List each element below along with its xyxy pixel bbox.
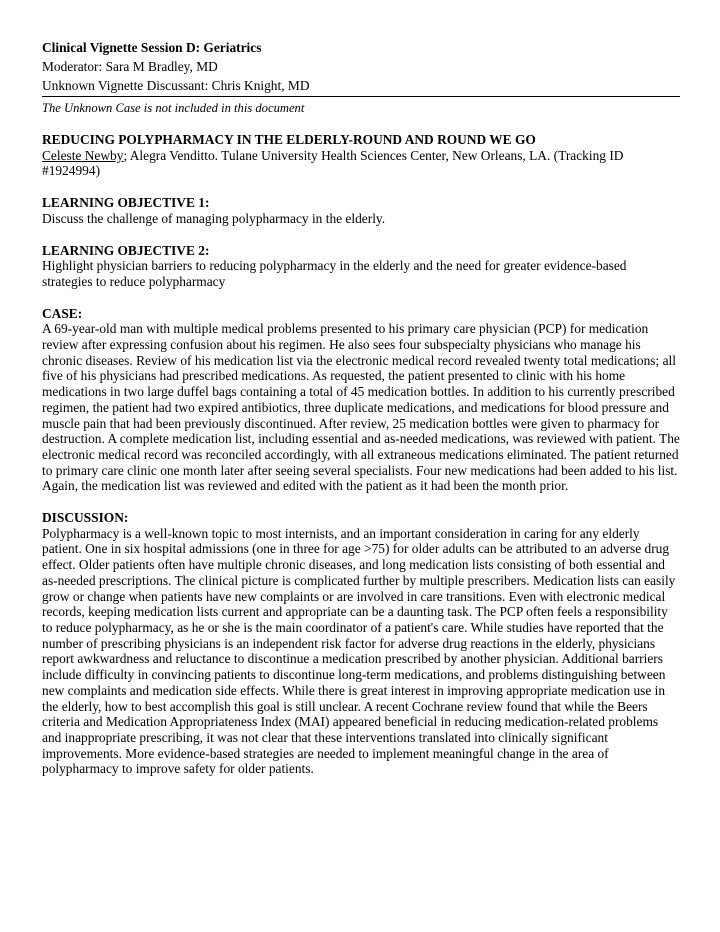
spacer (42, 494, 680, 510)
case-text: A 69-year-old man with multiple medical problems presented to his primary care physician (PCP) for medication review after expressing confusion about his regimen. He also sees four subspecialty physicians who manage his chronic diseases. Review of his medication list via the electronic medical record revealed twenty total medications; all five of his physicians had prescribed medications. As requested, the patient presented to clinic with his home medications in two large duffel bags containing a total of 45 medication bottles. In addition to his currently prescribed regimen, the patient had two expired antibiotics, three duplicate medications, and medications for blood pressure and muscle pain that had been previously discontinued. After review, 25 medication bottles were given to pharmacy for destruction. A complete medication list, including essential and as-needed medications, was reviewed with patient. The electronic medical record was reconciled accordingly, with all extraneous medications eliminated. The patient returned to primary care clinic one month later after seeing several specialists. Four new medications had been added to his list. Again, the medication list was reviewed and edited with the patient as it had been the month prior. (42, 321, 680, 494)
discussant-line: Unknown Vignette Discussant: Chris Knight, MD (42, 78, 310, 93)
authors-affiliation: ; Alegra Venditto. Tulane University Health Sciences Center, New Orleans, LA. (Tracking ID #1924994) (42, 147, 624, 179)
objective-1-section (42, 195, 680, 226)
objective-2-section (42, 243, 680, 290)
spacer (42, 227, 680, 243)
objective-1-text: Discuss the challenge of managing polypharmacy in the elderly. (42, 210, 386, 226)
objective-2-heading: LEARNING OBJECTIVE 2: (42, 242, 210, 258)
moderator-line: Moderator: Sara M Bradley, MD (42, 59, 218, 74)
case-heading: CASE: (42, 305, 83, 321)
document-page (42, 38, 680, 777)
header-divider (42, 96, 680, 97)
discussion-section (42, 510, 680, 777)
discussion-text: Polypharmacy is a well-known topic to most internists, and an important consideration in caring for any elderly patient. One in six hospital admissions (one in three for age >75) for older adults can be attributed to an adverse drug effect. Older patients often have multiple chronic diseases, and long medication lists consisting of both essential and as-needed prescriptions. The clinical picture is complicated further by multiple prescribers. Medication lists can easily grow or change when patients have new complaints or are involved in care transitions. Even with electronic medical records, keeping medication lists current and appropriate can be a daunting task. The PCP often feels a responsibility to reduce polypharmacy, as he or she is the main coordinator of a patient's care. While studies have reported that the number of prescribing physicians is an independent risk factor for adverse drug reactions in the elderly, physicians report awkwardness and reluctance to discontinue a medication prescribed by another physician. Additional barriers include difficulty in convincing patients to discontinue long-term medications, and problems distinguishing between new complaints and medication side effects. While there is great interest in improving appropriate medication use in the elderly, how to best accomplish this goal is still unclear. A recent Cochrane review found that while the Beers criteria and Medication Appropriateness Index (MAI) appeared beneficial in reducing medication-related problems and inappropriate prescribing, it was not clear that these interventions translated into clinically significant improvements. More evidence-based strategies are needed to implement meaningful change in the area of polypharmacy to improve safety for older patients. (42, 525, 676, 777)
spacer (42, 179, 680, 195)
abstract-title: REDUCING POLYPHARMACY IN THE ELDERLY-ROUND AND ROUND WE GO (42, 132, 536, 147)
discussion-heading: DISCUSSION: (42, 510, 129, 526)
objective-1-heading: LEARNING OBJECTIVE 1: (42, 195, 210, 211)
objective-2-text: Highlight physician barriers to reducing polypharmacy in the elderly and the need for greater evidence-based strategies to reduce polypharmacy (42, 258, 627, 289)
presenting-author: Celeste Newby (42, 147, 124, 163)
header-note: The Unknown Case is not included in this document (42, 101, 305, 115)
session-title: Clinical Vignette Session D: Geriatrics (42, 40, 262, 55)
session-header (42, 38, 680, 118)
case-section (42, 306, 680, 494)
spacer (42, 290, 680, 306)
author-line (42, 148, 680, 179)
